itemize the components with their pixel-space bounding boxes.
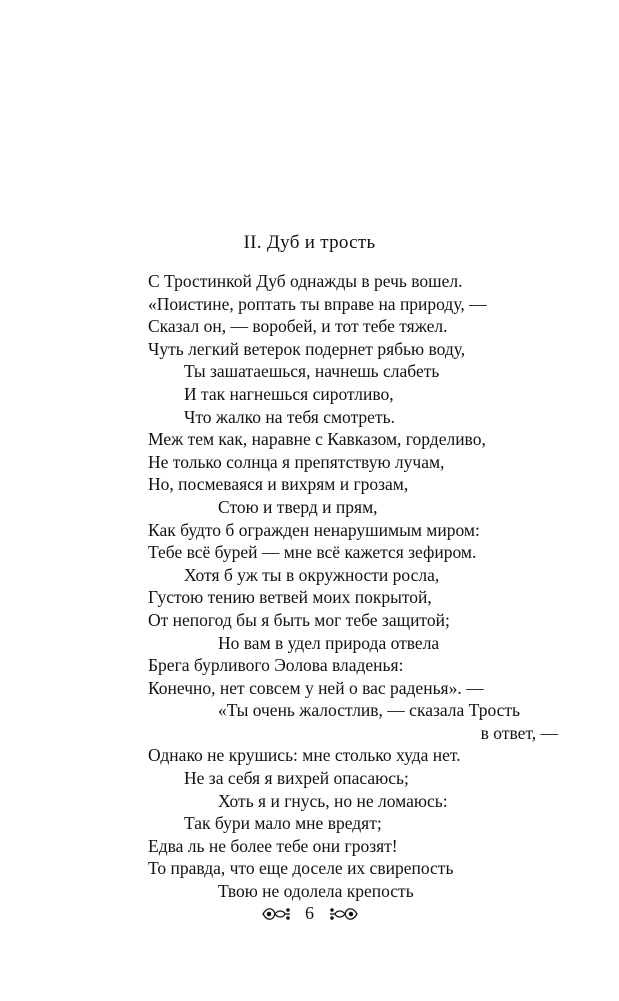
poem-line: Чуть легкий ветерок подернет рябью воду, [148,338,466,359]
poem-body [148,270,568,903]
poem-line: Брега бурливого Эолова владенья: [148,655,404,676]
poem-line: Как будто б огражден ненарушимым миром: [148,519,480,540]
poem-line: Стою и тверд и прям, [218,496,378,517]
poem-line: И так нагнешься сиротливо, [184,383,394,404]
poem-line: Но, посмеваяся и вихрям и грозам, [148,474,409,495]
poem-line: С Тростинкой Дуб однажды в речь вошел. [148,271,463,291]
page-footer [0,902,619,924]
poem-line: Не за себя я вихрей опасаюсь; [184,768,409,789]
poem-line: Конечно, нет совсем у ней о вас раденья». — [148,677,484,698]
poem-line: Густою тению ветвей моих покрытой, [148,587,432,608]
poem-line: Однако не крушись: мне столько худа нет. [148,745,461,766]
poem-line: Сказал он, — воробей, и тот тебе тяжел. [148,316,448,337]
poem-line: Что жалко на тебя смотреть. [184,406,395,427]
poem-line: Ты зашатаешься, начнешь слабеть [184,361,440,382]
poem-line: Тебе всё бурей — мне всё кажется зефиром. [148,542,477,563]
ornament-left-icon [261,905,291,923]
poem-line: в ответ, — [480,722,558,743]
page-number: 6 [305,903,314,924]
poem-line: «Ты очень жалостлив, — сказала Трость [218,700,521,721]
poem-line: Хоть я и гнусь, но не ломаюсь: [218,790,448,811]
page-title: II. Дуб и трость [243,232,376,253]
poem-line: «Поистине, роптать ты вправе на природу, — [148,293,487,314]
poem-line: Хотя б уж ты в окружности росла, [184,564,440,585]
ornament-right-icon [329,905,359,923]
poem-line: Меж тем как, наравне с Кавказом, горделиво, [148,429,486,450]
poem-line: Не только солнца я препятствую лучам, [148,451,445,472]
poem-line: Твою не одолела крепость [218,881,414,902]
poem-line: От непогод бы я быть мог тебе защитой; [148,609,450,630]
poem-line: То правда, что еще доселе их свирепость [148,858,454,879]
poem-line: Едва ль не более тебе они грозят! [148,835,398,856]
poem-line: Так бури мало мне вредят; [184,813,382,834]
poem-line: Но вам в удел природа отвела [218,632,440,653]
